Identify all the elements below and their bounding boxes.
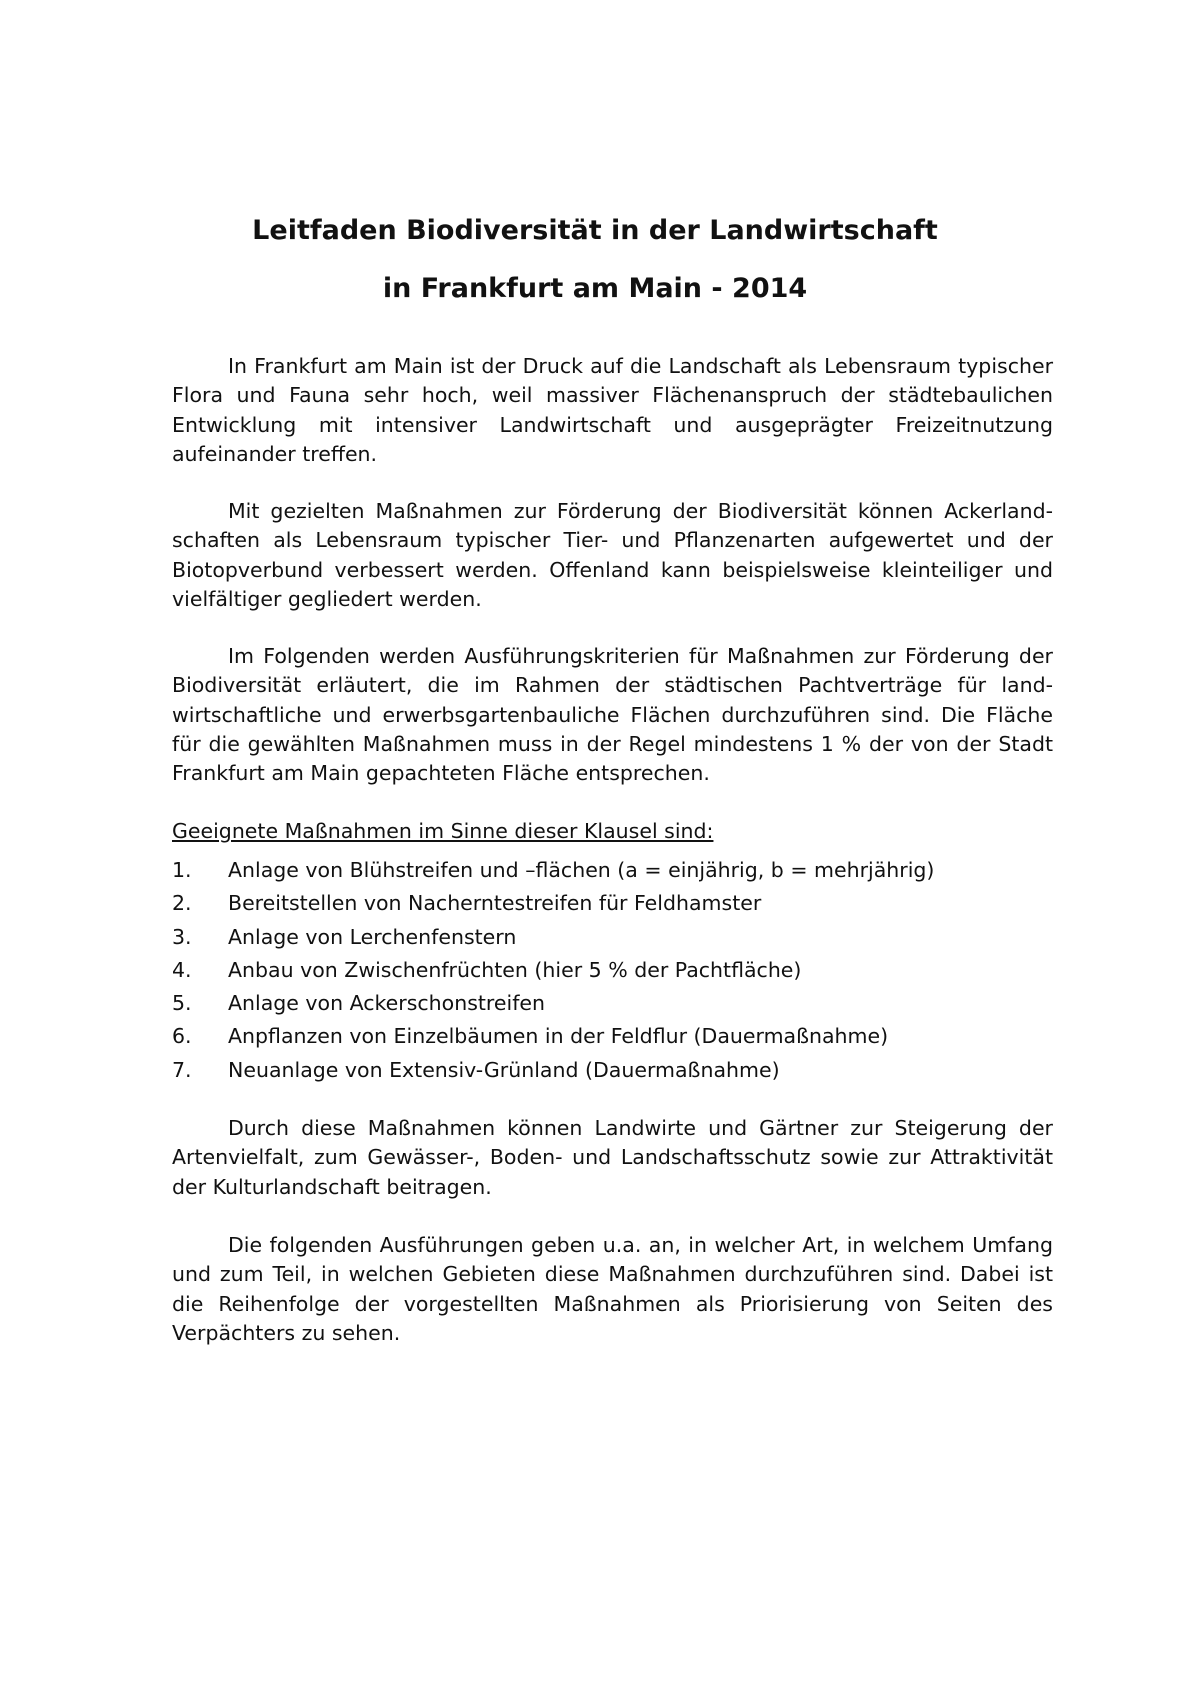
list-item-text: Anpflanzen von Einzelbäumen in der Feldflur (Dauermaßnahme) bbox=[228, 1024, 889, 1049]
list-item-number: 1. bbox=[172, 858, 192, 882]
list-item-text: Anlage von Lerchenfenstern bbox=[228, 924, 517, 949]
list-item-number: 2. bbox=[172, 891, 192, 916]
measures-list-heading: Geeignete Maßnahmen im Sinne dieser Klausel sind: bbox=[172, 819, 714, 843]
list-item-text: Bereitstellen von Nacherntestreifen für Feldhamster bbox=[228, 891, 762, 916]
list-item-number: 6. bbox=[172, 1024, 192, 1049]
list-item bbox=[172, 856, 1053, 889]
list-item bbox=[172, 1022, 1053, 1055]
list-item-text: Anlage von Blühstreifen und –flächen (a = einjährig, b = mehrjährig) bbox=[228, 858, 935, 882]
paragraph-intro: In Frankfurt am Main ist der Druck auf die Landschaft als Lebensraum typischer Flora und Fauna sehr hoch, weil massiver Flächenanspruch der städtebaulichen Entwicklung mit intensiver Landwirtschaft und ausgeprägter Freizeitnutzung aufeinander treffen. bbox=[172, 354, 1053, 466]
list-item-number: 4. bbox=[172, 957, 192, 982]
list-item-text: Anlage von Ackerschonstreifen bbox=[228, 991, 546, 1016]
list-item bbox=[172, 889, 1053, 922]
paragraph-benefits: Durch diese Maßnahmen können Landwirte und Gärtner zur Steigerung der Artenvielfalt, zum Gewässer-, Boden- und Landschaftsschutz sowie zur Attraktivität der Kulturlandschaft beitragen. bbox=[172, 1116, 1053, 1199]
paragraph-measures-purpose: Mit gezielten Maßnahmen zur Förderung der Biodiversität können Ackerlandschaften als Lebensraum typischer Tier- und Pflanzenarten aufgewertet und der Biotopverbund verbessert werden. Offenland kann beispielsweise kleinteiliger und vielfältiger gegliedert werden. bbox=[172, 499, 1053, 611]
list-item-number: 7. bbox=[172, 1057, 192, 1082]
list-item-text: Neuanlage von Extensiv-Grünland (Dauermaßnahme) bbox=[228, 1057, 780, 1082]
list-item-number: 5. bbox=[172, 991, 192, 1016]
list-item-text: Anbau von Zwischenfrüchten (hier 5 % der Pachtfläche) bbox=[228, 957, 802, 982]
measures-list bbox=[172, 856, 1053, 1089]
list-item bbox=[172, 989, 1053, 1022]
paragraph-priority: Die folgenden Ausführungen geben u.a. an, in welcher Art, in welchem Umfang und zum Teil, in welchen Gebieten diese Maßnahmen durchzuführen sind. Dabei ist die Reihenfolge der vorgestellten Maßnahmen als Priorisierung von Seiten des Verpächters zu sehen. bbox=[172, 1233, 1053, 1345]
document-title-line-2: in Frankfurt am Main - 2014 bbox=[382, 273, 808, 304]
list-item-number: 3. bbox=[172, 924, 192, 949]
document-title-line-1: Leitfaden Biodiversität in der Landwirtschaft bbox=[252, 215, 938, 246]
list-item bbox=[172, 1056, 1053, 1089]
paragraph-criteria: Im Folgenden werden Ausführungskriterien für Maßnahmen zur Förderung der Biodiversität erläutert, die im Rahmen der städtischen Pachtverträge für landwirtschaftliche und erwerbsgartenbauliche Flächen durchzuführen sind. Die Fläche für die gewählten Maßnahmen muss in der Regel mindestens 1 % der von der Stadt Frankfurt am Main gepachteten Fläche entsprechen. bbox=[172, 644, 1053, 786]
list-item bbox=[172, 956, 1053, 989]
list-item bbox=[172, 923, 1053, 956]
